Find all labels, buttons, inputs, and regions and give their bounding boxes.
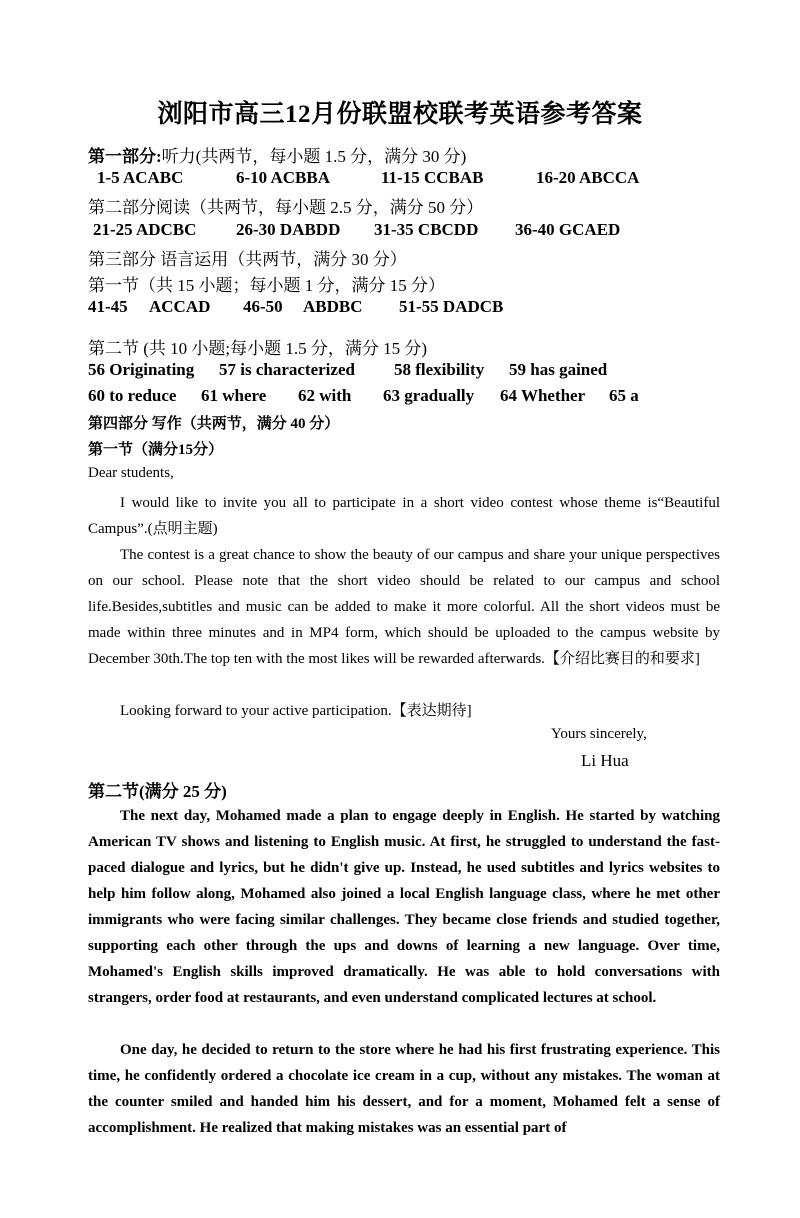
part4-section1-heading: 第一节（满分15分） [88,442,224,458]
page-title: 浏阳市高三12月份联盟校联考英语参考答案 [157,101,643,128]
letter-closing: Yours sincerely, [551,726,647,742]
story-paragraph-2: One day, he decided to return to the store where he had his first frustrating experience. This time, he confidently ordered a chocolate ice cream in a cup, without any mistakes. The woman at the counter smiled and handed him his dessert, and for a moment, Mohamed felt a sense of accomplishment. He realized that making mistakes was an essential part of [88,1042,720,1136]
part1-heading [88,142,466,167]
part4-section2-heading: 第二节(满分 25 分) [88,782,227,801]
letter-paragraph-3: Looking forward to your active participation.【表达期待] [120,703,472,719]
part3-section1-heading: 第一节（共 15 小题；每小题 1 分，满分 15 分） [88,276,445,295]
answer-item: 63 gradually [383,386,475,405]
answer-item: 60 to reduce [88,386,177,405]
answer-group: ACCAD [149,297,211,316]
part2-heading: 第二部分阅读（共两节，每小题 2.5 分，满分 50 分） [88,198,484,217]
answer-item: 58 flexibility [394,360,485,379]
answer-item: 61 where [201,386,267,405]
part3-heading: 第三部分 语言运用（共两节，满分 30 分） [88,250,407,269]
answer-range: 41-45 [88,297,128,316]
answer-group: 11-15 CCBAB [381,168,484,187]
answer-group: 31-35 CBCDD [374,220,479,239]
answer-item: 64 Whether [500,386,586,405]
letter-paragraph-1: I would like to invite you all to participate in a short video contest whose theme is“Beautiful Campus”.(点明主题) [88,495,720,537]
letter-salutation: Dear students, [88,465,174,481]
part1-heading-detail: 听力(共两节，每小题 1.5 分，满分 30 分) [161,147,467,166]
answer-group: ABDBC [303,297,363,316]
answer-group: 21-25 ADCBC [93,220,197,239]
letter-signature: Li Hua [581,751,629,770]
answer-group: 36-40 GCAED [515,220,621,239]
answer-item: 57 is characterized [219,360,355,379]
answer-group: 26-30 DABDD [236,220,341,239]
answer-group: 51-55 DADCB [399,297,504,316]
part1-heading-label: 第一部分: [88,147,162,166]
answer-group: 1-5 ACABC [97,168,184,187]
answer-group: 16-20 ABCCA [536,168,640,187]
answer-item: 62 with [298,386,352,405]
answer-item: 65 a [609,386,639,405]
part3-section2-heading: 第二节 (共 10 小题;每小题 1.5 分，满分 15 分) [88,339,428,358]
answer-range: 46-50 [243,297,283,316]
answer-item: 59 has gained [509,360,608,379]
answer-group: 6-10 ACBBA [236,168,330,187]
part4-heading: 第四部分 写作（共两节，满分 40 分） [88,416,340,432]
answer-item: 56 Originating [88,360,195,379]
story-paragraph-1: The next day, Mohamed made a plan to engage deeply in English. He started by watching American TV shows and listening to English music. At first, he struggled to understand the fast-paced dialogue and lyrics, but he didn't give up. Instead, he used subtitles and lyrics websites to help him follow along, Mohamed also joined a local English language class, where he met other immigrants who were facing similar challenges. They became close friends and studied together, supporting each other through the ups and downs of learning a new language. Over time, Mohamed's English skills improved dramatically. He was able to hold conversations with strangers, order food at restaurants, and even understand complicated lectures at school. [88,808,720,1006]
letter-paragraph-2: The contest is a great chance to show the beauty of our campus and share your unique perspectives on our school. Please note that the short video should be related to our campus and school life.Besides,subtitles and music can be added to make it more colorful. All the short videos must be made within three minutes and in MP4 form, which should be uploaded to the campus website by December 30th.The top ten with the most likes will be rewarded afterwards.【介绍比赛目的和要求] [88,547,720,667]
